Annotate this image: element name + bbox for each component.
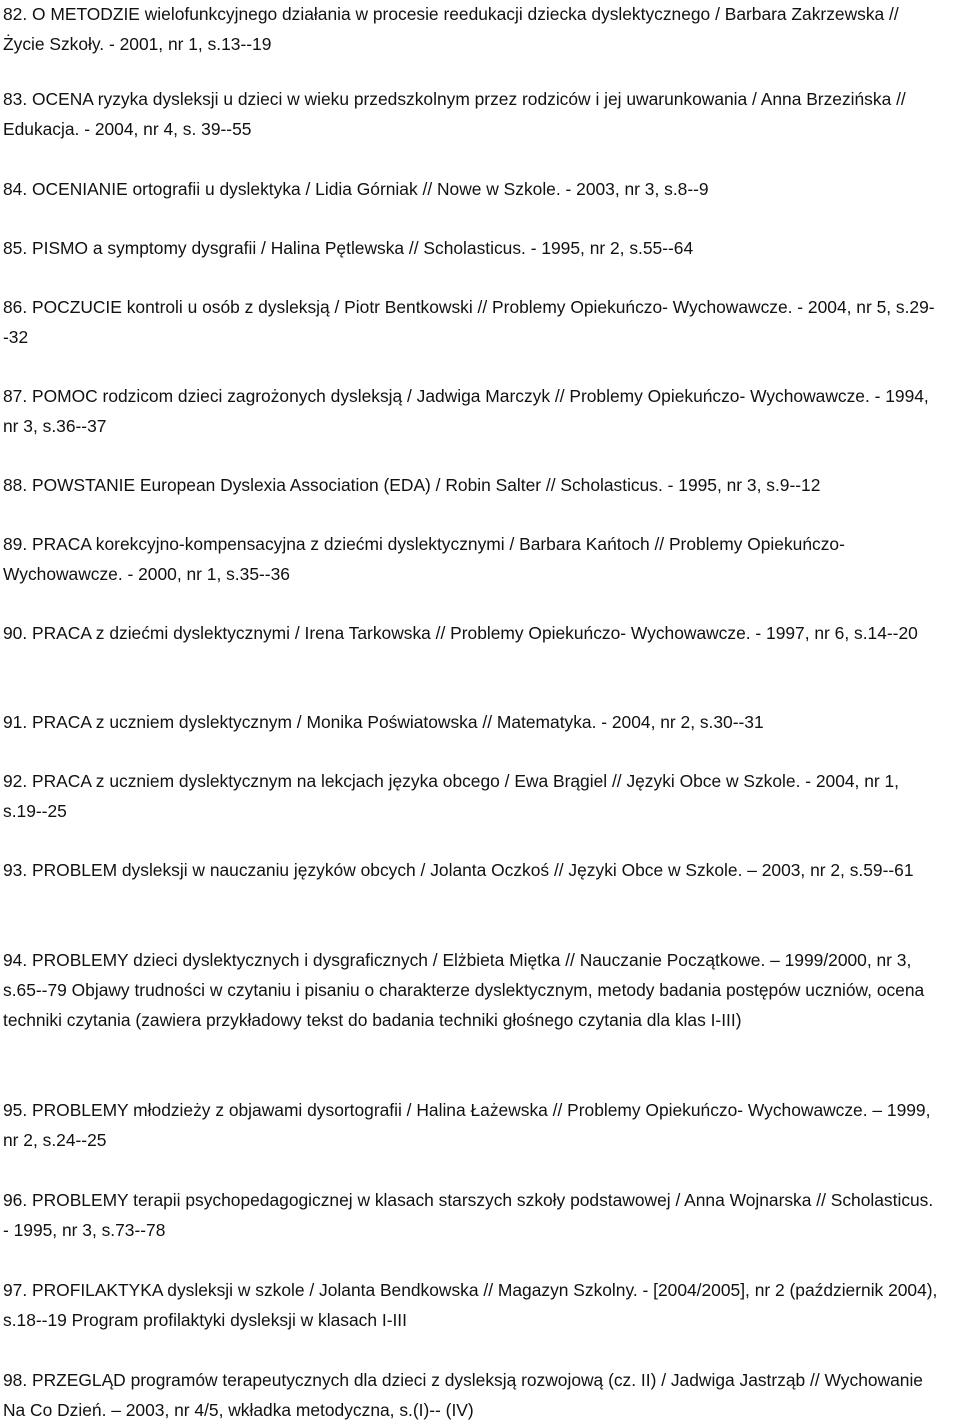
entry-84: 84. OCENIANIE ortografii u dyslektyka / Lidia Górniak // Nowe w Szkole. - 2003, nr 3, s.8--9 [3,179,709,199]
entry-95: 95. PROBLEMY młodzieży z objawami dysortografii / Halina Łażewska // Problemy Opiekuńczo- Wychowawcze. – 1999, nr 2, s.24--25 [3,1100,931,1150]
entry-93: 93. PROBLEM dysleksji w nauczaniu języków obcych / Jolanta Oczkoś // Języki Obce w Szkole. – 2003, nr 2, s.59--61 [3,860,914,880]
entry-87: 87. POMOC rodzicom dzieci zagrożonych dysleksją / Jadwiga Marczyk // Problemy Opiekuńczo- Wychowawcze. - 1994, nr 3, s.36--37 [3,386,929,436]
entry-88: 88. POWSTANIE European Dyslexia Association (EDA) / Robin Salter // Scholasticus. - 1995, nr 3, s.9--12 [3,475,821,495]
entry-90: 90. PRACA z dziećmi dyslektycznymi / Irena Tarkowska // Problemy Opiekuńczo- Wychowawcze. - 1997, nr 6, s.14--20 [3,623,918,643]
entry-97: 97. PROFILAKTYKA dysleksji w szkole / Jolanta Bendkowska // Magazyn Szkolny. - [2004/2005], nr 2 (październik 2004), s.18--19 Program profilaktyki dysleksji w klasach I-III [3,1280,938,1330]
entry-91: 91. PRACA z uczniem dyslektycznym / Monika Poświatowska // Matematyka. - 2004, nr 2, s.30--31 [3,712,764,732]
entry-89: 89. PRACA korekcyjno-kompensacyjna z dziećmi dyslektycznymi / Barbara Kańtoch // Problemy Opiekuńczo-Wychowawcze. - 2000, nr 1, s.35--36 [3,534,845,584]
entry-96: 96. PROBLEMY terapii psychopedagogicznej w klasach starszych szkoły podstawowej / Anna Wojnarska // Scholasticus. - 1995, nr 3, s.73--78 [3,1190,934,1240]
entry-83: 83. OCENA ryzyka dysleksji u dzieci w wieku przedszkolnym przez rodziców i jej uwarunkowania / Anna Brzezińska // Edukacja. - 2004, nr 4, s. 39--55 [3,89,906,139]
entry-86: 86. POCZUCIE kontroli u osób z dysleksją / Piotr Bentkowski // Problemy Opiekuńczo- Wychowawcze. - 2004, nr 5, s.29--32 [3,297,935,347]
entry-92: 92. PRACA z uczniem dyslektycznym na lekcjach języka obcego / Ewa Brągiel // Języki Obce w Szkole. - 2004, nr 1, s.19--25 [3,771,900,821]
entry-85: 85. PISMO a symptomy dysgrafii / Halina Pętlewska // Scholasticus. - 1995, nr 2, s.55--64 [3,238,694,258]
entry-98: 98. PRZEGLĄD programów terapeutycznych dla dzieci z dysleksją rozwojową (cz. II) / Jadwiga Jastrząb // Wychowanie Na Co Dzień. – 2003, nr 4/5, wkładka metodyczna, s.(I)-- (IV) [3,1370,923,1420]
entry-94: 94. PROBLEMY dzieci dyslektycznych i dysgraficznych / Elżbieta Miętka // Nauczanie Początkowe. – 1999/2000, nr 3, s.65--79 Objawy trudności w czytaniu i pisaniu o charakterze dyslektycznym, metody badania postępów uczniów, ocena techniki czytania (zawiera przykładowy tekst do badania techniki głośnego czytania dla klas I-III) [3,950,925,1030]
entry-82: 82. O METODZIE wielofunkcyjnego działania w procesie reedukacji dziecka dyslektycznego / Barbara Zakrzewska // Życie Szkoły. - 2001, nr 1, s.13--19 [3,4,899,54]
